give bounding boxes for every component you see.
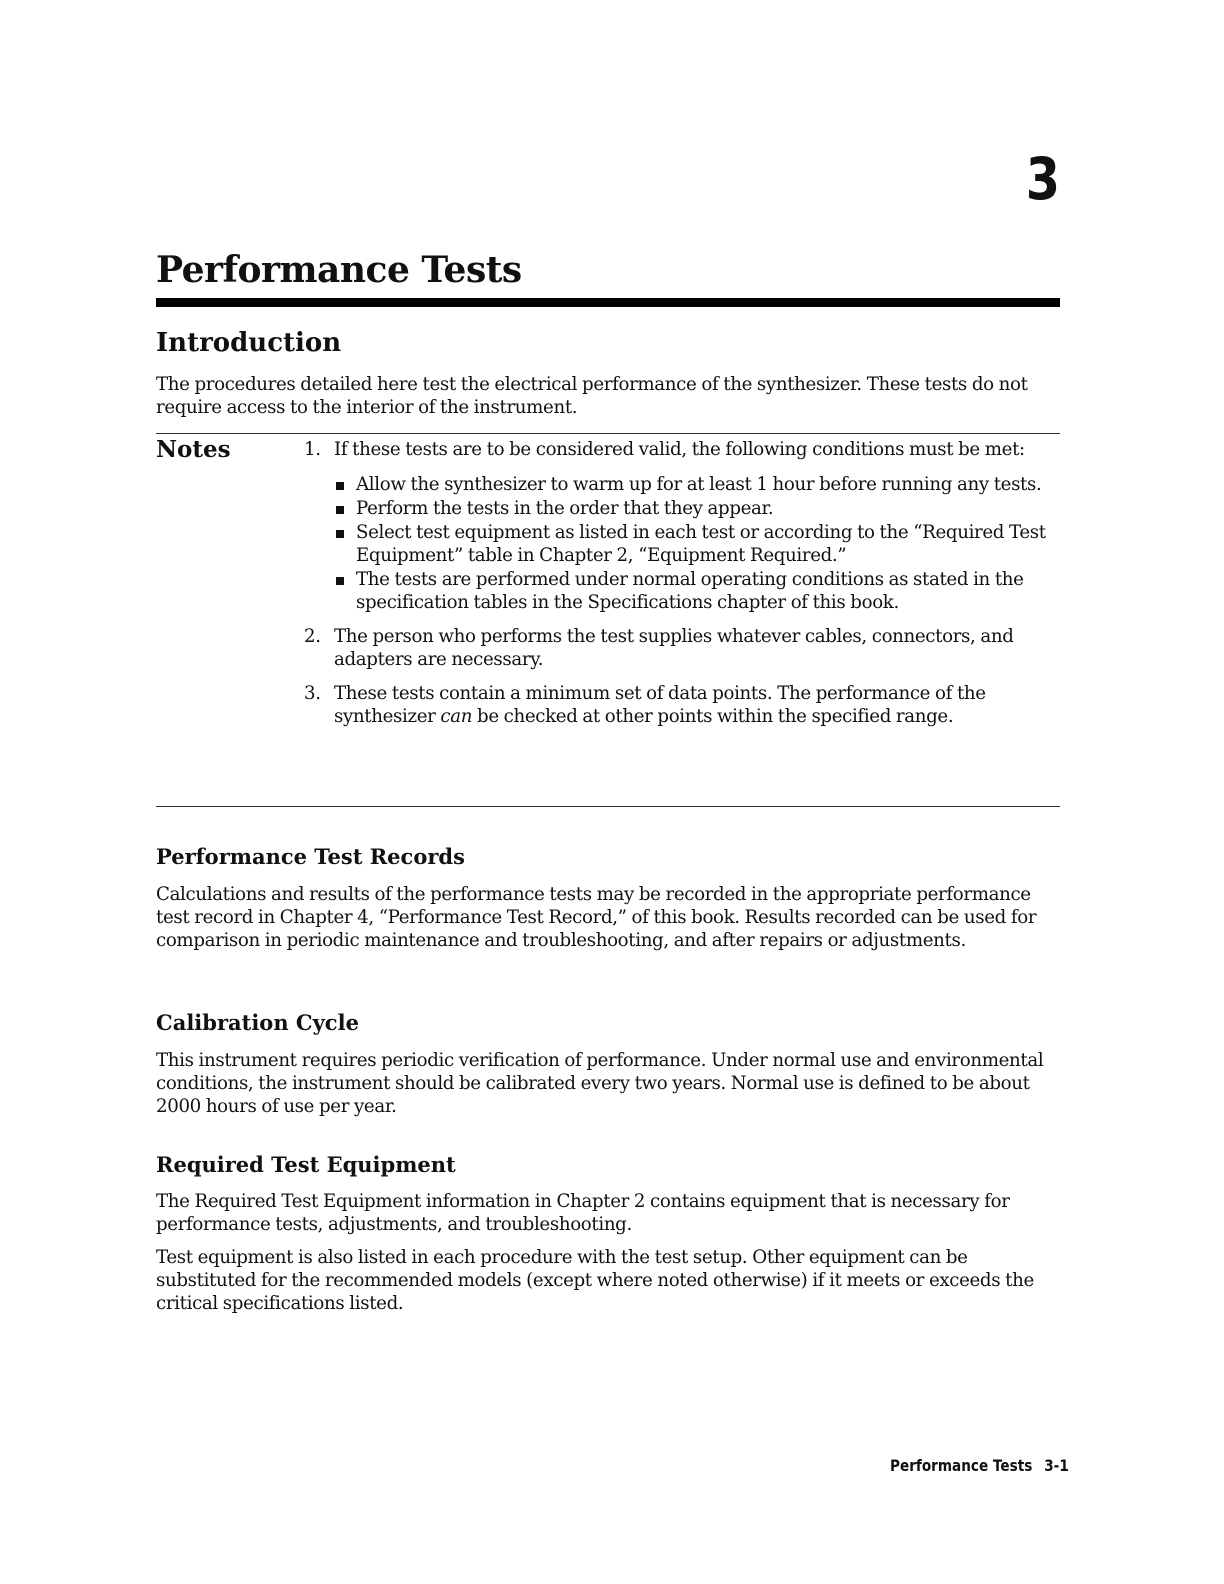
page-footer: [890, 1456, 1069, 1475]
bullet-text: Perform the tests in the order that they appear.: [356, 498, 774, 519]
note-number: 2.: [304, 626, 321, 647]
chapter-number: 3: [1025, 145, 1060, 213]
equipment-text: [156, 1190, 1060, 1325]
bullet-item: [334, 473, 1060, 496]
records-heading: Performance Test Records: [156, 844, 465, 869]
chapter-title: Performance Tests: [156, 249, 522, 291]
notes-top-rule: [156, 433, 1060, 434]
footer-label: Performance Tests: [890, 1456, 1033, 1475]
equipment-paragraph-2: Test equipment is also listed in each procedure with the test setup. Other equipment can be substituted for the recommended models (except where noted otherwise) if it meets or exceeds the critical specifications listed.: [156, 1247, 1034, 1314]
calibration-heading: Calibration Cycle: [156, 1010, 359, 1035]
introduction-heading: Introduction: [156, 328, 342, 358]
calibration-text: [156, 1049, 1060, 1128]
bullet-text: The tests are performed under normal operating conditions as stated in the specification tables in the Specifications chapter of this book.: [356, 569, 1024, 613]
notes-label: Notes: [156, 436, 231, 463]
bullet-text: Allow the synthesizer to warm up for at least 1 hour before running any tests.: [356, 474, 1042, 495]
note-text-before: These tests contain a minimum set of data points. The performance of the synthesizer: [334, 683, 986, 727]
note-number: 1.: [304, 439, 321, 460]
note-text: The person who performs the test supplies whatever cables, connectors, and adapters are necessary.: [334, 626, 1014, 670]
bullet-item: [334, 521, 1060, 567]
bullet-item: [334, 497, 1060, 520]
equipment-paragraph-1: The Required Test Equipment information in Chapter 2 contains equipment that is necessary for performance tests, adjustments, and troubleshooting.: [156, 1191, 1010, 1235]
equipment-heading: Required Test Equipment: [156, 1152, 456, 1177]
note-item-2: [304, 625, 1060, 671]
calibration-paragraph: This instrument requires periodic verification of performance. Under normal use and environmental conditions, the instrument should be calibrated every two years. Normal use is defined to be about 2000 hours of use per year.: [156, 1050, 1044, 1117]
chapter-rule: [156, 298, 1060, 307]
page-number: 3-1: [1044, 1456, 1069, 1475]
records-text: [156, 883, 1060, 962]
notes-list: [304, 438, 1060, 739]
square-bullet-icon: [336, 577, 344, 585]
note-item-3: [304, 682, 1060, 728]
note-item-1: [304, 438, 1060, 614]
note-text: If these tests are to be considered valid, the following conditions must be met:: [334, 439, 1025, 460]
bullet-item: [334, 568, 1060, 614]
note-number: 3.: [304, 683, 321, 704]
bullet-text: Select test equipment as listed in each test or according to the “Required Test Equipment” table in Chapter 2, “Equipment Required.”: [356, 522, 1046, 566]
note-text-after: be checked at other points within the specified range.: [472, 706, 954, 727]
condition-bullets: [334, 473, 1060, 614]
square-bullet-icon: [336, 530, 344, 538]
notes-bottom-rule: [156, 806, 1060, 807]
introduction-paragraph: The procedures detailed here test the electrical performance of the synthesizer. These tests do not require access to the interior of the instrument.: [156, 374, 1028, 418]
note-text: [334, 682, 1060, 728]
square-bullet-icon: [336, 506, 344, 514]
square-bullet-icon: [336, 482, 344, 490]
introduction-text: [156, 373, 1060, 429]
records-paragraph: Calculations and results of the performance tests may be recorded in the appropriate performance test record in Chapter 4, “Performance Test Record,” of this book. Results recorded can be used for comparison in periodic maintenance and troubleshooting, and after repairs or adjustments.: [156, 884, 1037, 951]
note-text-emphasis: can: [440, 706, 473, 727]
